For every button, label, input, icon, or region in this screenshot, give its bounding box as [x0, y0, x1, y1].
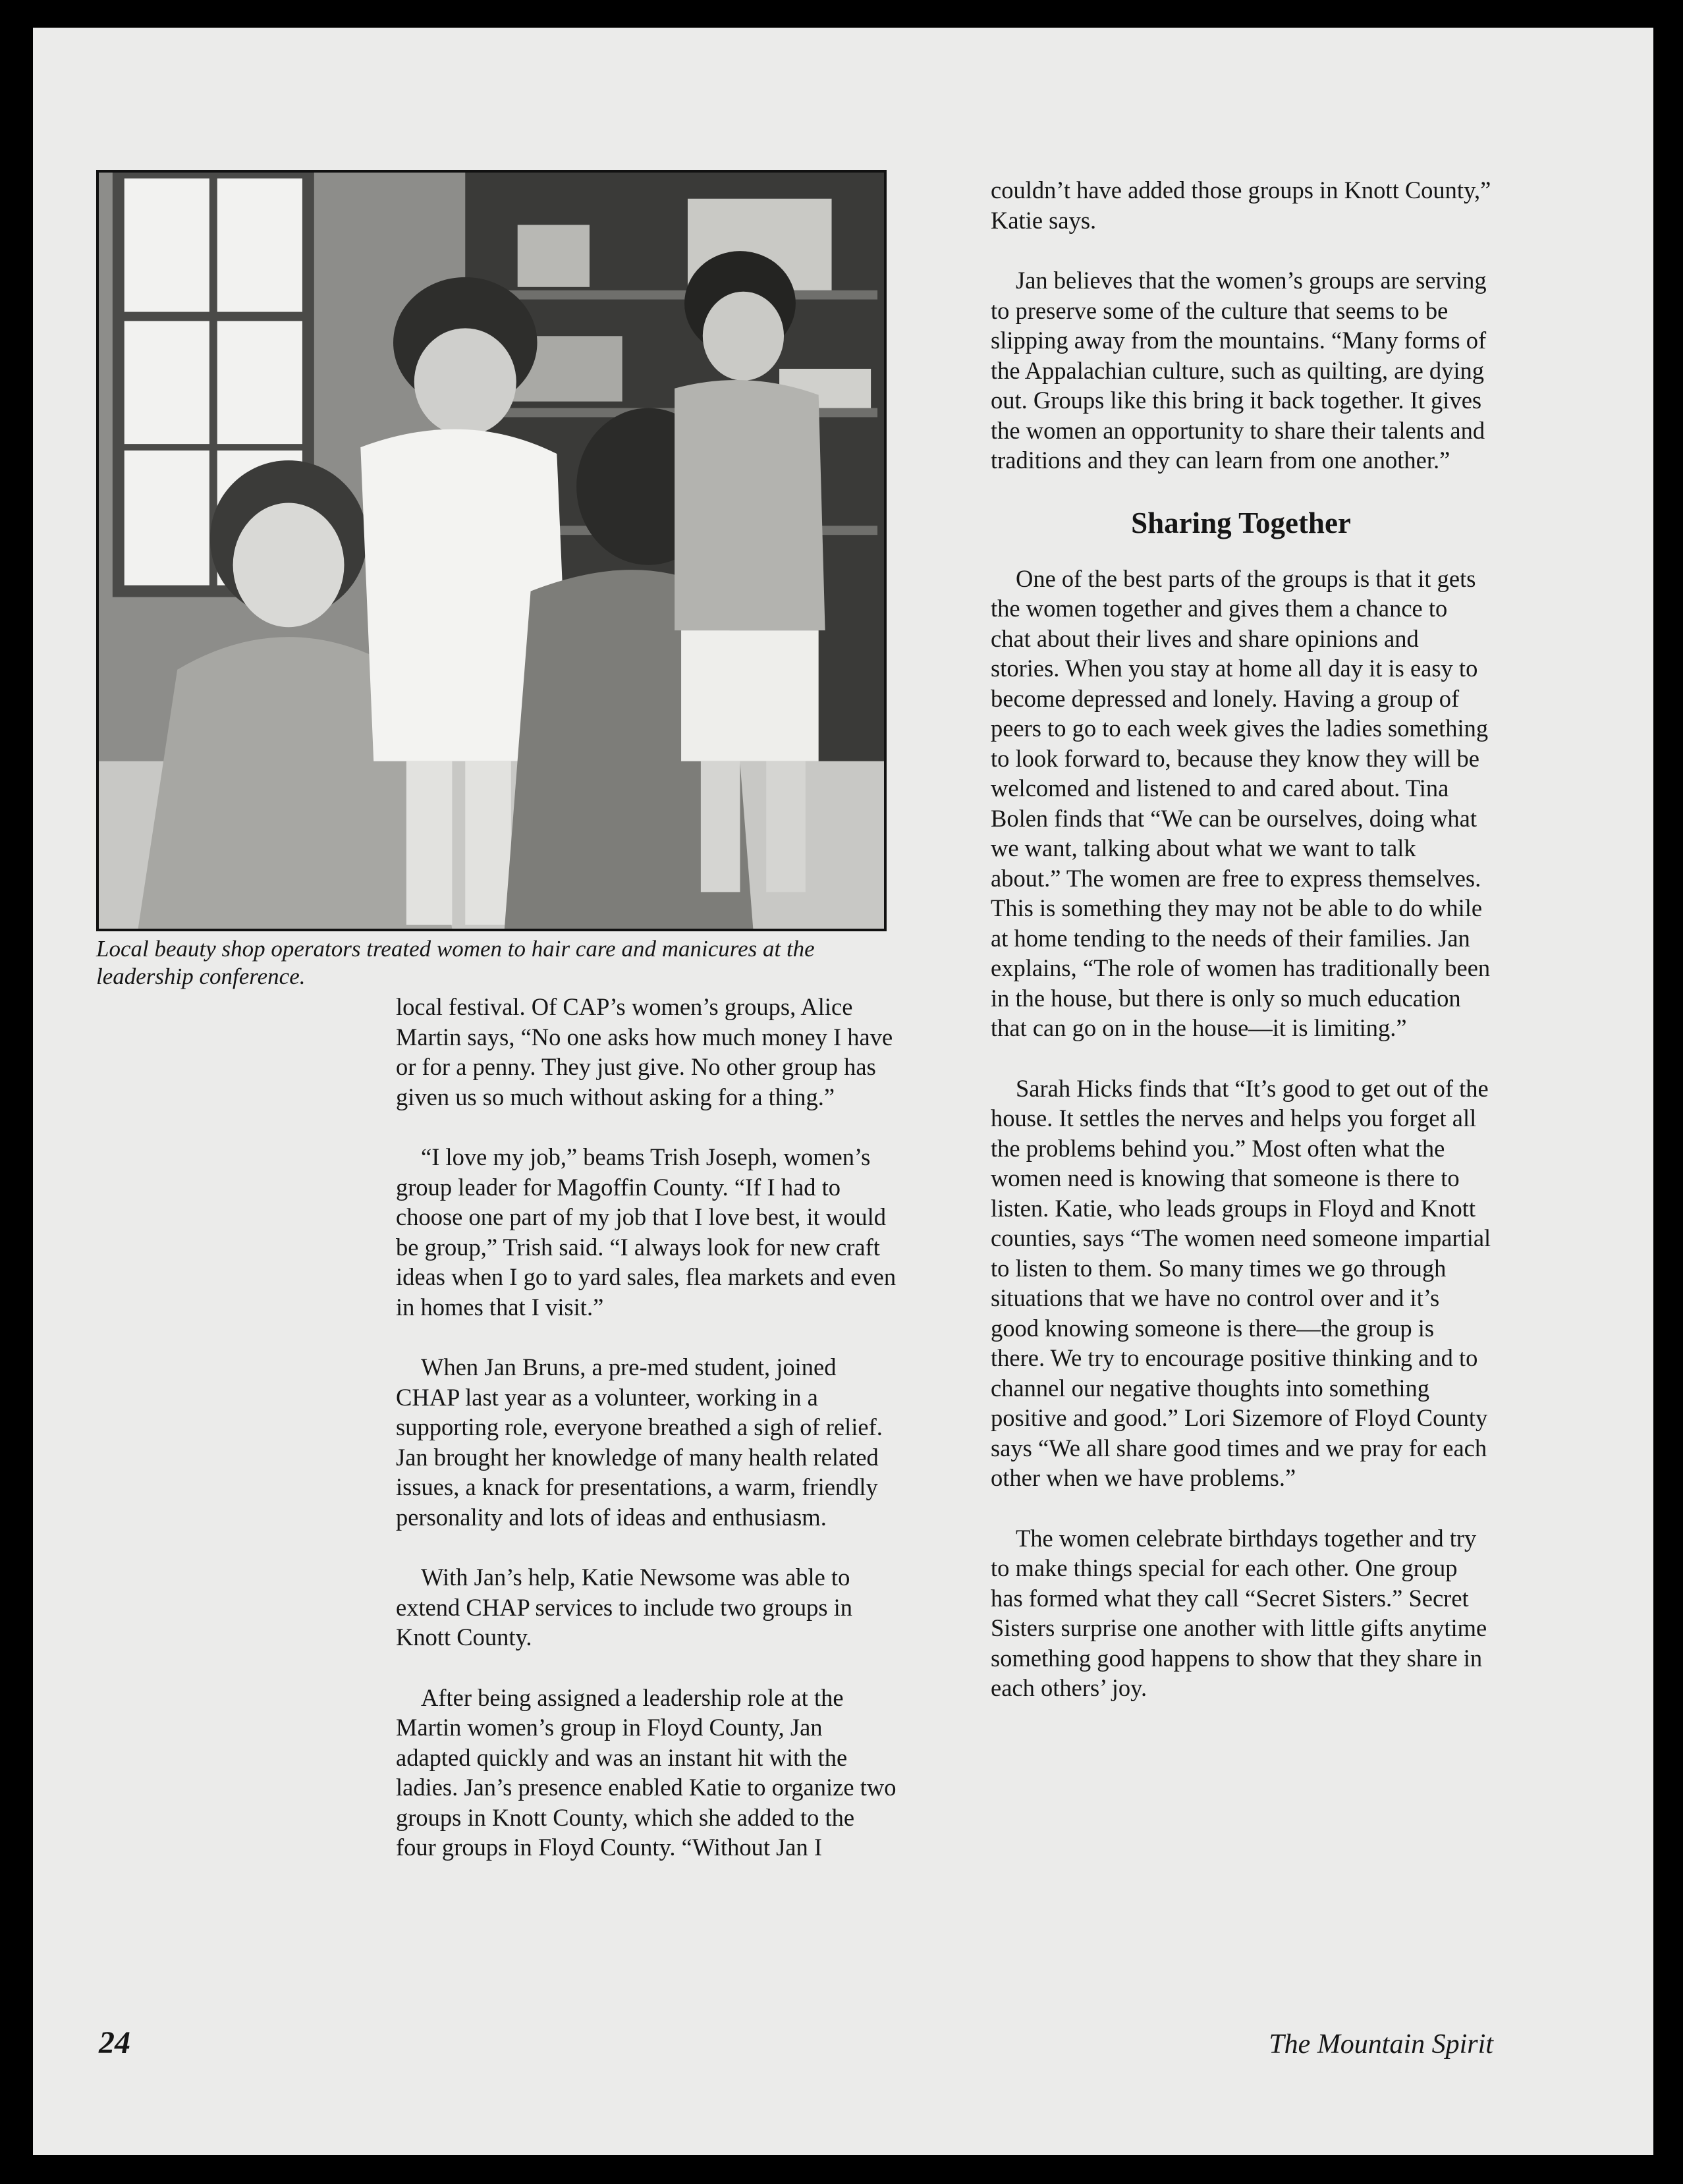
paragraph: Jan believes that the women’s groups are serving to preserve some of the culture that seems to be slipping away from the mountains. “Many forms of the Appalachian culture, such as quilting, are dying out. Groups like this bring it back together. It gives the women an opportunity to share their talents and traditions and they can learn from one another.” [991, 267, 1487, 474]
article-photo [96, 170, 887, 931]
paragraph: Sarah Hicks finds that “It’s good to get out of the house. It settles the nerves and helps you forget all the problems behind you.” Most often what the women need is knowing that someone is there to listen. Katie, who leads groups in Floyd and Knott counties, says “The women need someone impartial to listen to them. So many times we go through situations that we have no control over and it’s good knowing someone is there—the group is there. We try to encourage positive thinking and to channel our negative thoughts into something positive and good.” Lori Sizemore of Floyd County says “We all share good times and we pray for each other when we have problems.” [991, 1074, 1491, 1491]
publication-title: The Mountain Spirit [1269, 2029, 1493, 2060]
photo-illustration [99, 173, 884, 929]
paragraph: With Jan’s help, Katie Newsome was able to extend CHAP services to include two groups in Knott County. [396, 1564, 853, 1651]
article-column-left [396, 992, 897, 1893]
paragraph: After being assigned a leadership role at the Martin women’s group in Floyd County, Jan adapted quickly and was an instant hit with the ladies. Jan’s presence enabled Katie to organize two groups in Knott County, which she added to the four groups in Floyd County. “Without Jan I [396, 1683, 897, 1861]
paragraph: One of the best parts of the groups is that it gets the women together and gives them a chance to chat about their lives and share opinions and stories. When you stay at home all day it is easy to become depressed and lonely. Having a group of peers to go to each week gives the ladies something to look forward to, because they know they will be welcomed and listened to and cared about. Tina Bolen finds that “We can be ourselves, doing what we want, talking about what we want to talk about.” The women are free to express themselves. This is something they may not be able to do while at home tending to the needs of their families. Jan explains, “The role of women has traditionally been in the house, but there is only so much education that can go on in the house—it is limiting.” [991, 564, 1491, 1041]
section-heading: Sharing Together [1131, 506, 1351, 539]
paragraph: “I love my job,” beams Trish Joseph, women’s group leader for Magoffin County. “If I had to choose one part of my job that I love best, it would be group,” Trish said. “I always look for new craft ideas when I go to yard sales, flea markets and even in homes that I visit.” [396, 1143, 897, 1321]
paragraph: couldn’t have added those groups in Knott County,” Katie says. [991, 177, 1491, 234]
paragraph: local festival. Of CAP’s women’s groups, Alice Martin says, “No one asks how much money I have or for a penny. They just give. No other group has given us so much without asking for a thing.” [396, 993, 893, 1110]
paragraph: When Jan Bruns, a pre-med student, joined CHAP last year as a volunteer, working in a supporting role, everyone breathed a sigh of relief. Jan brought her knowledge of many health related issues, a knack for presentations, a warm, friendly personality and lots of ideas and enthusiasm. [396, 1353, 883, 1531]
photo-caption: Local beauty shop operators treated women to hair care and manicures at the leadership conference. [96, 936, 815, 989]
article-column-right [991, 175, 1491, 1734]
paragraph: The women celebrate birthdays together and try to make things special for each other. One group has formed what they call “Secret Sisters.” Secret Sisters surprise one another with little gifts anytime something good happens to show that they share in each others’ joy. [991, 1524, 1487, 1701]
page-number: 24 [99, 2025, 130, 2060]
